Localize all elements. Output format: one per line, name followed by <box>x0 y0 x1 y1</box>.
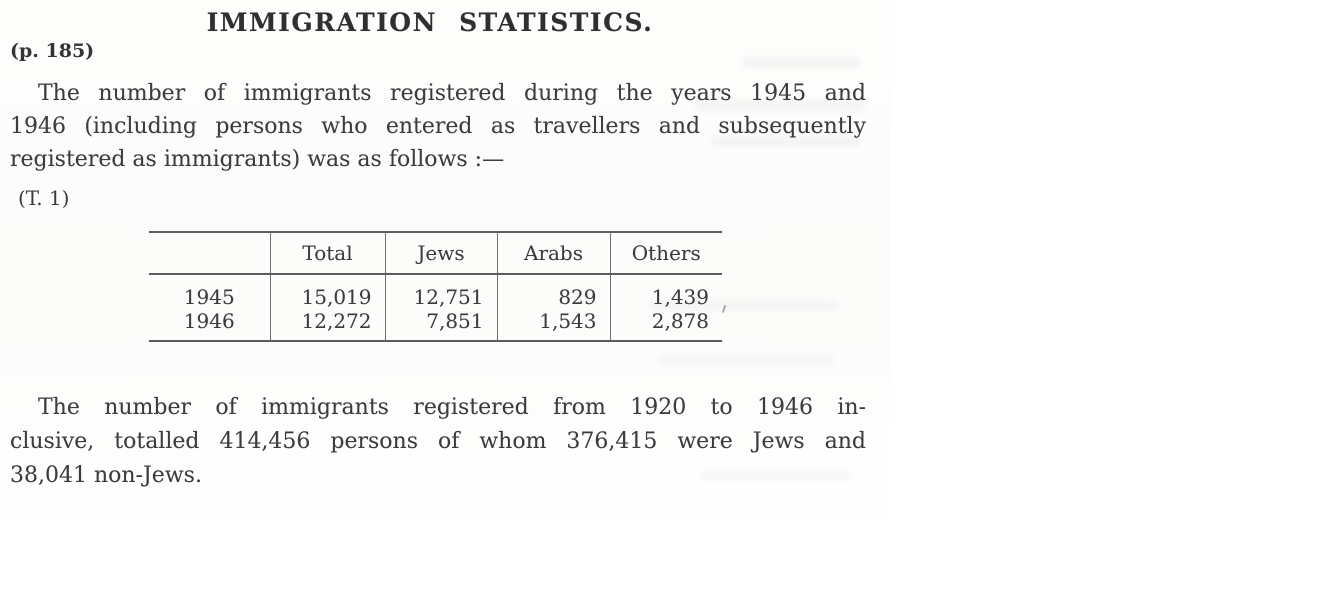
bleedthrough-artifact <box>660 355 835 366</box>
jews-cell: 7,851 <box>385 309 497 341</box>
column-header-year <box>149 232 270 274</box>
column-header-jews: Jews <box>385 232 497 274</box>
intro-line-1: The number of immigrants registered during the years 1945 and <box>38 81 866 106</box>
page-title: IMMIGRATION STATISTICS. <box>206 8 654 37</box>
column-header-arabs: Arabs <box>497 232 610 274</box>
column-header-total: Total <box>270 232 385 274</box>
column-header-others: Others <box>610 232 722 274</box>
arabs-cell: 829 <box>497 274 610 309</box>
bleedthrough-artifact <box>695 100 865 112</box>
intro-line-2: 1946 (including persons who entered as travellers and subsequently <box>10 114 866 139</box>
summary-line-2: clusive, totalled 414,456 persons of whom 376,415 were Jews and <box>10 429 866 454</box>
table-header-row <box>149 232 722 274</box>
year-cell: 1946 <box>183 309 235 333</box>
bleedthrough-artifact <box>648 300 838 311</box>
page-reference: (p. 185) <box>10 40 95 62</box>
others-cell: 2,878 <box>610 309 722 341</box>
table-row-1946 <box>149 309 722 341</box>
total-cell: 15,019 <box>270 274 385 309</box>
summary-line-3: 38,041 non-Jews. <box>10 463 202 488</box>
intro-line-3: registered as immigrants) was as follows :— <box>10 147 505 172</box>
arabs-cell: 1,543 <box>497 309 610 341</box>
bleedthrough-artifact <box>742 57 860 68</box>
immigration-table-container <box>149 231 722 342</box>
immigration-table <box>149 231 722 342</box>
table-row-1945 <box>149 274 722 309</box>
jews-cell: 12,751 <box>385 274 497 309</box>
summary-line-1: The number of immigrants registered from 1920 to 1946 in- <box>38 395 866 420</box>
year-cell: 1945 <box>183 285 235 309</box>
others-cell: 1,439 <box>610 274 722 309</box>
bleedthrough-artifact <box>700 470 850 481</box>
intro-paragraph <box>10 77 866 176</box>
bleedthrough-artifact <box>710 136 860 147</box>
table-reference: (T. 1) <box>18 186 70 210</box>
total-cell: 12,272 <box>270 309 385 341</box>
